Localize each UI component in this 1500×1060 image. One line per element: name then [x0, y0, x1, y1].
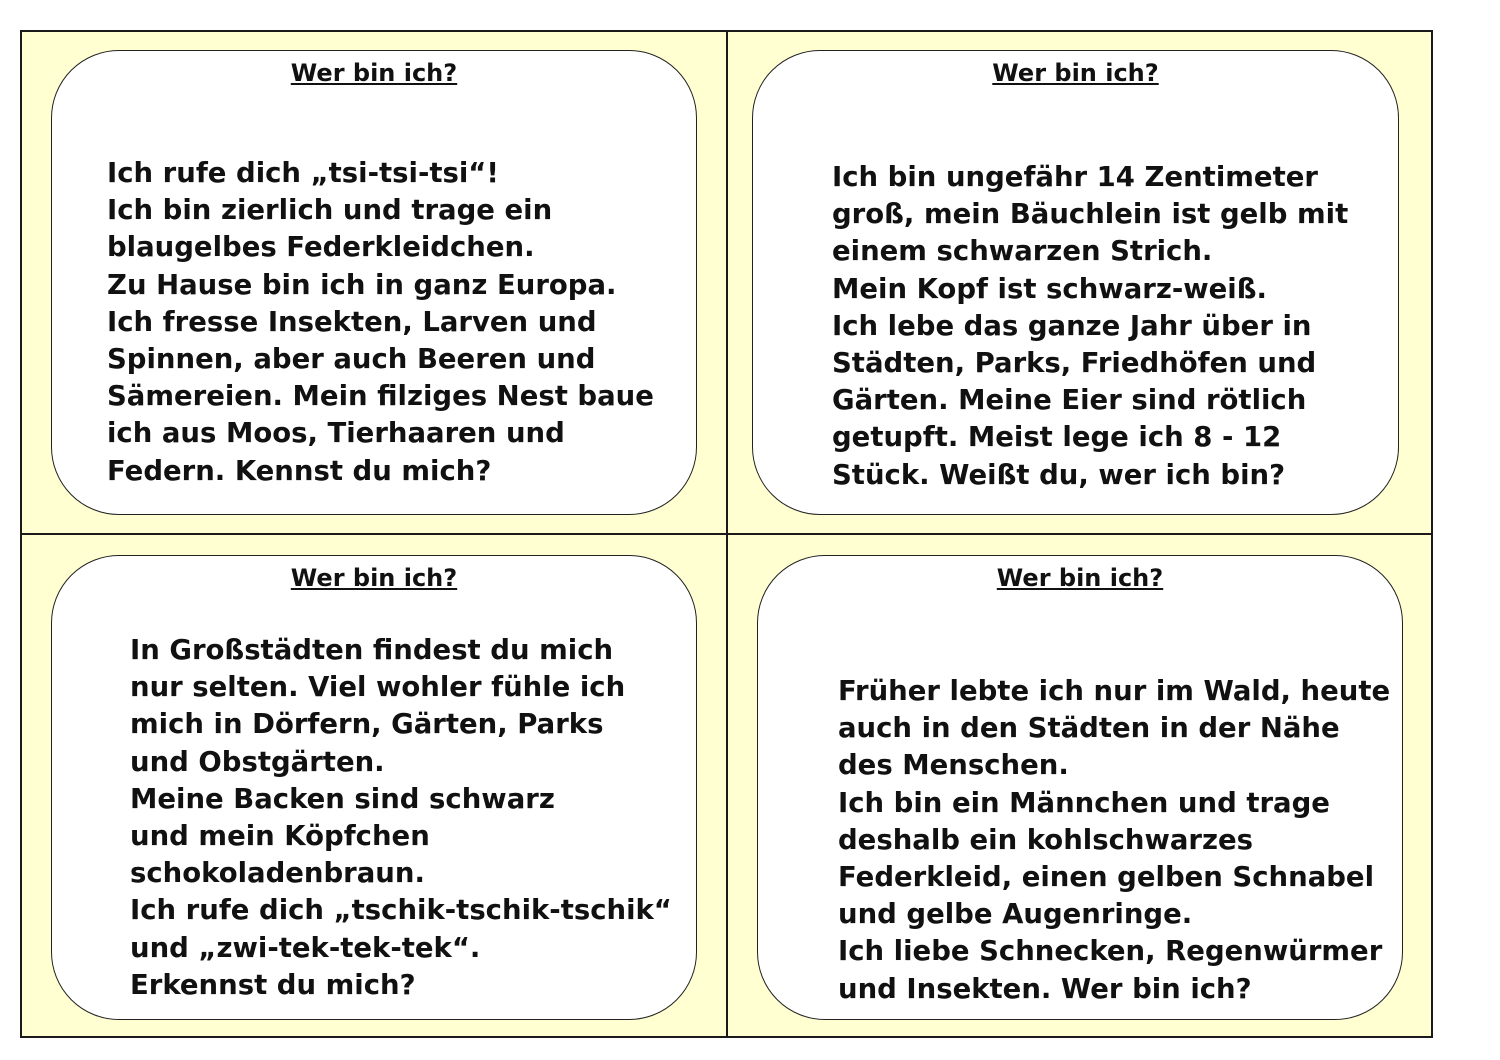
riddle-card-4 — [757, 555, 1403, 1020]
card-text: Früher lebte ich nur im Wald, heute auch in den Städten in der Nähe des Menschen. Ich bin ein Männchen und trage deshalb ein kohlschwarzes Federkleid, einen gelben Schnabel und gelbe Augenringe. Ich liebe Schnecken, Regenwürmer und Insekten. Wer bin ich? — [838, 675, 1391, 1005]
card-title: Wer bin ich? — [290, 59, 458, 87]
card-text: Ich bin ungefähr 14 Zentimeter groß, mein Bäuchlein ist gelb mit einem schwarzen Strich. Mein Kopf ist schwarz-weiß. Ich lebe das ganze Jahr über in Städten, Parks, Friedhöfen und Gärten. Meine Eier sind rötlich getupft. Meist lege ich 8 - 12 Stück. Weißt du, wer ich bin? — [832, 161, 1349, 491]
riddle-card-1 — [51, 50, 697, 515]
card-text: In Großstädten findest du mich nur selten. Viel wohler fühle ich mich in Dörfern, Gärten, Parks und Obstgärten. Meine Backen sind schwarz und mein Köpfchen schokoladenbraun. Ich rufe dich „tschik-tschik-tschik“ und „zwi-tek-tek-tek“. Erkennst du mich? — [130, 634, 672, 1001]
riddle-card-2 — [752, 50, 1399, 515]
card-text: Ich rufe dich „tsi-tsi-tsi“! Ich bin zierlich und trage ein blaugelbes Federkleidchen. Zu Hause bin ich in ganz Europa. Ich fresse Insekten, Larven und Spinnen, aber auch Beeren und Sämereien. Mein filziges Nest baue ich aus Moos, Tierhaaren und Federn. Kennst du mich? — [107, 157, 654, 487]
horizontal-cut-line — [20, 533, 1433, 535]
riddle-card-3 — [51, 555, 697, 1020]
card-title: Wer bin ich? — [996, 564, 1164, 592]
card-title: Wer bin ich? — [290, 564, 458, 592]
card-title: Wer bin ich? — [992, 59, 1159, 87]
